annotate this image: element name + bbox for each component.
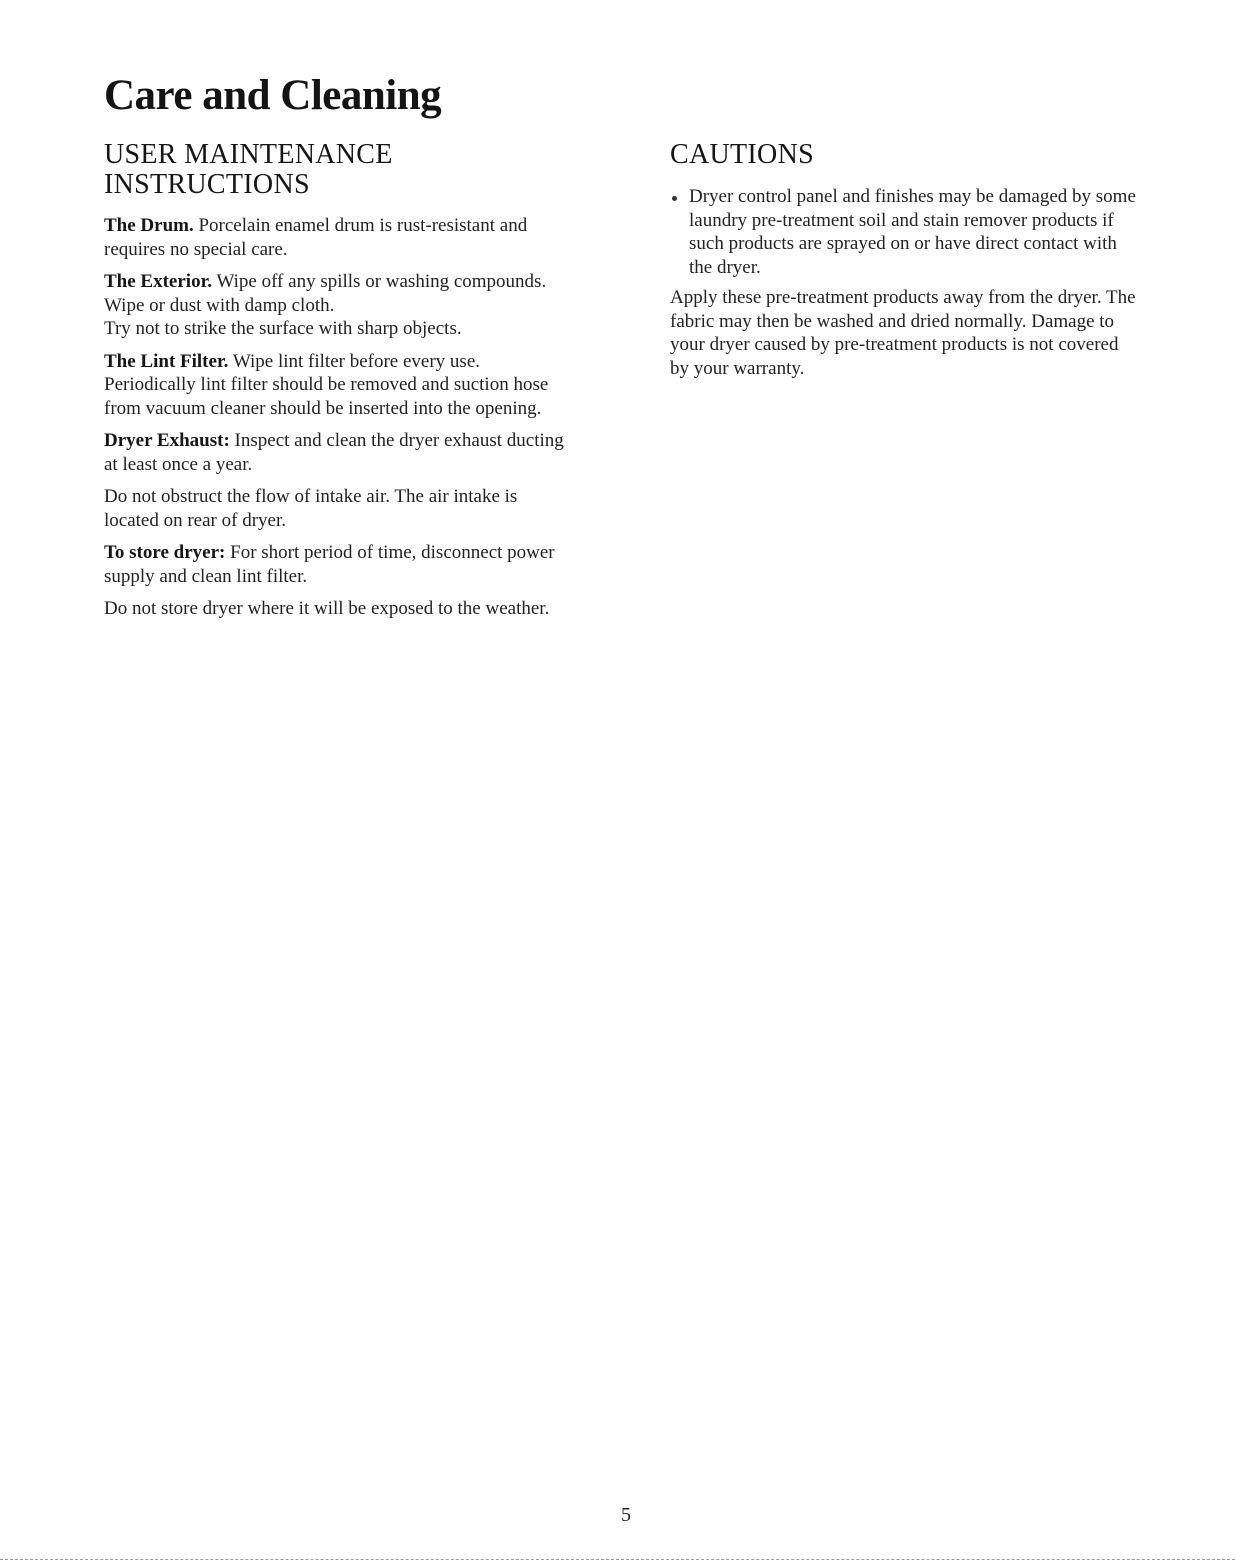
lint-filter-paragraph <box>104 350 574 421</box>
weather-paragraph: Do not store dryer where it will be exposed to the weather. <box>104 598 550 619</box>
bottom-divider <box>0 1559 1235 1560</box>
store-paragraph <box>104 541 574 588</box>
drum-label: The Drum. <box>104 215 194 236</box>
user-maintenance-heading <box>104 140 574 200</box>
cautions-paragraph: Apply these pre-treatment products away from the dryer. The fabric may then be washed and dried normally. Damage to your dryer caused by pre-treatment products is not covered by your warranty. <box>670 287 1136 379</box>
cautions-heading: CAUTIONS <box>670 139 814 170</box>
exterior-text: Wipe off any spills or washing compounds. Wipe or dust with damp cloth. <box>104 271 547 316</box>
exhaust-text: Inspect and clean the dryer exhaust ducting at least once a year. <box>104 430 564 475</box>
exhaust-label: Dryer Exhaust: <box>104 430 230 451</box>
user-maintenance-section <box>104 140 574 630</box>
heading-line-2: INSTRUCTIONS <box>104 169 310 200</box>
exhaust-paragraph <box>104 429 574 476</box>
drum-paragraph <box>104 214 574 261</box>
cautions-list <box>670 185 1140 279</box>
caution-bullet-text: Dryer control panel and finishes may be damaged by some laundry pre-treatment soil and stain remover products if such products are sprayed on or have direct contact with the dryer. <box>689 186 1136 278</box>
caution-bullet-item <box>670 185 1140 279</box>
exterior-label: The Exterior. <box>104 271 213 292</box>
store-label: To store dryer: <box>104 542 226 563</box>
exterior-text-2: Try not to strike the surface with sharp objects. <box>104 318 462 339</box>
lint-filter-label: The Lint Filter. <box>104 350 229 372</box>
page-title: Care and Cleaning <box>104 72 442 119</box>
drum-text: Porcelain enamel drum is rust-resistant and requires no special care. <box>104 215 528 260</box>
lint-filter-text: Wipe lint filter before every use. Periodically lint filter should be removed and suction hose from vacuum cleaner should be inserted into the opening. <box>104 350 549 419</box>
intake-paragraph: Do not obstruct the flow of intake air. The air intake is located on rear of dryer. <box>104 486 518 531</box>
bullet-dot-icon <box>672 196 677 201</box>
exterior-paragraph <box>104 270 574 341</box>
cautions-section <box>670 140 1140 389</box>
heading-line-1: USER MAINTENANCE <box>104 139 393 170</box>
store-text: For short period of time, disconnect power supply and clean lint filter. <box>104 542 555 587</box>
page-number: 5 <box>621 1504 631 1526</box>
